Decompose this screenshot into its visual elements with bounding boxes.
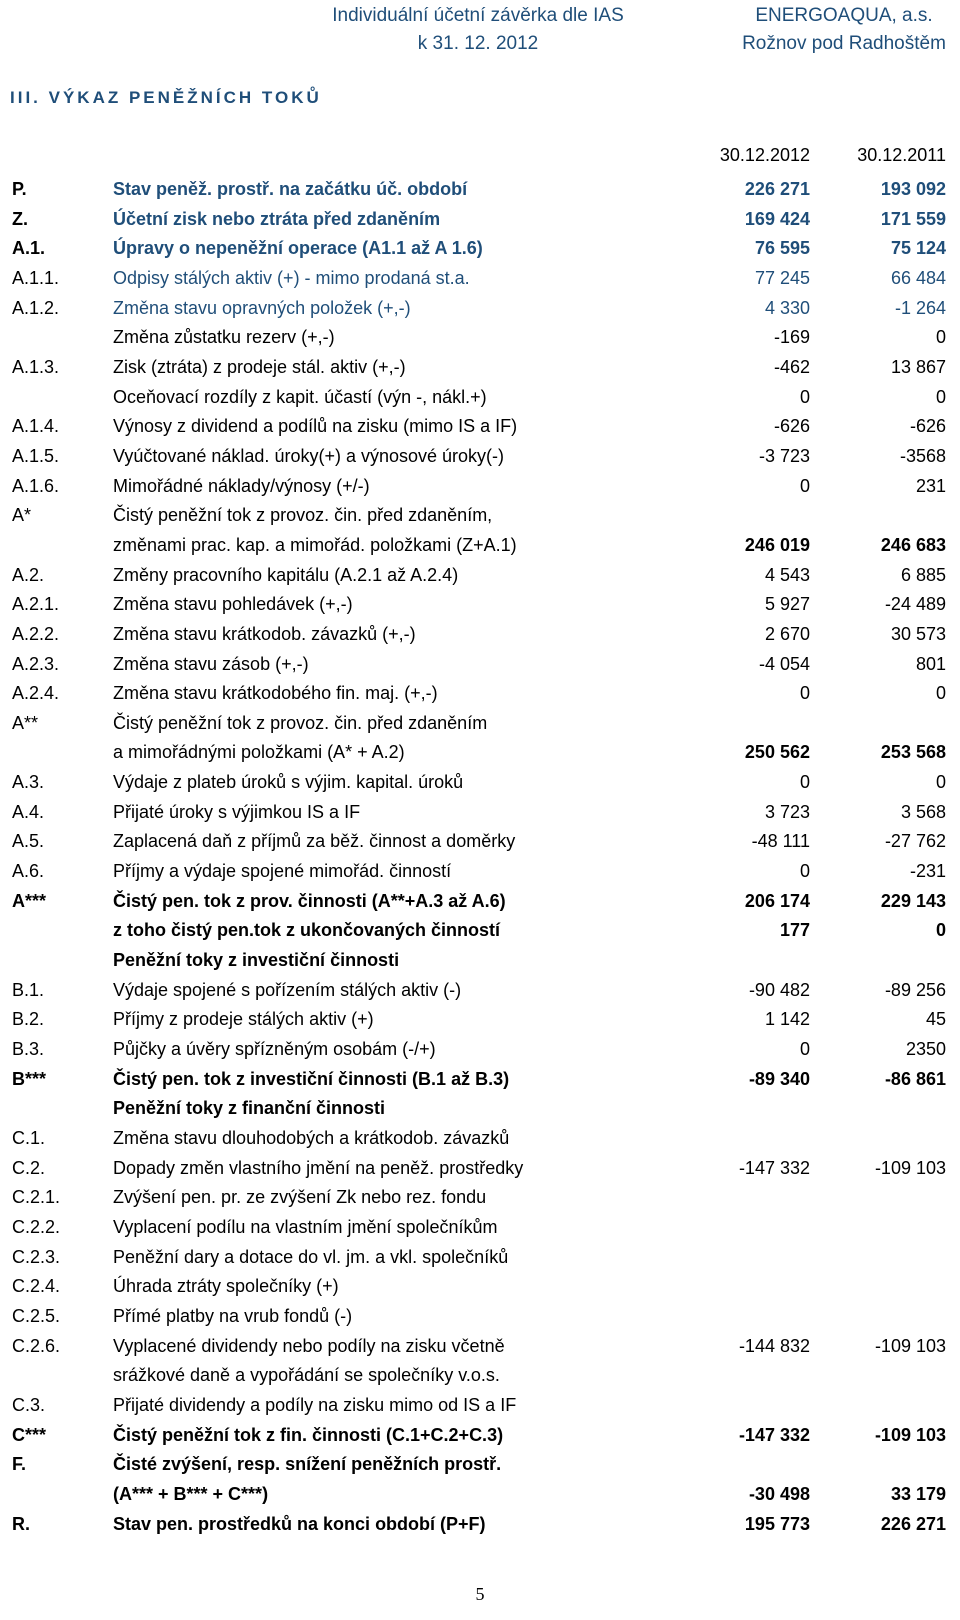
row-label: Stav pen. prostředků na konci období (P+F) [113, 1513, 486, 1534]
row-code: C*** [12, 1424, 47, 1445]
table-row [0, 709, 960, 739]
value-2012: -89 340 [748, 1068, 810, 1089]
value-2012: -48 111 [751, 831, 810, 852]
table-row [0, 1391, 960, 1421]
value-2012: 177 [779, 920, 810, 941]
table-row [0, 1332, 960, 1362]
value-2012: 77 245 [754, 267, 810, 288]
value-2011: -626 [909, 416, 946, 437]
row-label: Úhrada ztráty společníky (+) [113, 1276, 339, 1297]
row-label: Úpravy o nepeněžní operace (A1.1 až A 1.6) [113, 238, 483, 259]
value-2012: 250 562 [744, 742, 810, 763]
row-label: Peněžní toky z investiční činnosti [113, 950, 400, 971]
value-2012: 246 019 [744, 534, 810, 555]
value-2011: 2350 [905, 1039, 946, 1060]
row-label: Půjčky a úvěry spřízněným osobám (-/+) [113, 1039, 436, 1060]
row-code: A.1.5. [12, 445, 60, 466]
value-2011: 0 [935, 683, 946, 704]
value-2011: -24 489 [884, 594, 946, 615]
row-label: Přijaté úroky s výjimkou IS a IF [113, 801, 361, 822]
row-code: A.5. [12, 831, 45, 852]
value-2012: 0 [799, 1039, 810, 1060]
value-2012: 226 271 [744, 179, 810, 199]
value-2011: 45 [925, 1009, 946, 1030]
table-row [0, 323, 960, 353]
value-2011: 0 [935, 386, 946, 407]
value-2012: 206 174 [744, 890, 810, 911]
row-code: B.3. [12, 1039, 45, 1060]
value-2011: 75 124 [890, 238, 946, 259]
table-row [0, 620, 960, 650]
value-2011: 231 [915, 475, 946, 496]
row-label: Změna stavu zásob (+,-) [113, 653, 309, 674]
table-row [0, 383, 960, 413]
row-label: Stav peněž. prostř. na začátku úč. období [113, 179, 468, 199]
value-2012: -147 332 [738, 1157, 810, 1178]
value-2011: 3 568 [900, 801, 946, 822]
row-label: Vyplacené dividendy nebo podíly na zisku včetně [113, 1335, 505, 1356]
row-label: Čistý peněžní tok z fin. činnosti (C.1+C.2+C.3) [113, 1424, 504, 1445]
value-2011: -89 256 [884, 979, 946, 1000]
row-label: Zvýšení pen. pr. ze zvýšení Zk nebo rez. fondu [113, 1187, 487, 1208]
row-label: Vyplacení podílu na vlastním jmění společníkům [113, 1216, 498, 1237]
row-label: srážkové daně a vypořádání se společníky v.o.s. [113, 1365, 500, 1386]
row-label: Změna stavu krátkodob. závazků (+,-) [113, 623, 416, 644]
value-2011: -1 264 [894, 297, 946, 318]
row-code: C.1. [12, 1128, 46, 1148]
table-row [0, 768, 960, 798]
page-number: 5 [475, 1584, 485, 1604]
value-2011: 33 179 [890, 1483, 946, 1504]
row-code: A*** [12, 890, 47, 911]
header-date: k 31. 12. 2012 [417, 33, 539, 54]
value-2011: 193 092 [880, 179, 946, 199]
value-2012: 4 330 [764, 297, 810, 318]
table-row [0, 1035, 960, 1065]
row-label: Oceňovací rozdíly z kapit. účastí (výn -, nákl.+) [113, 386, 487, 407]
table-row [0, 1124, 960, 1154]
value-2011: -231 [909, 861, 946, 882]
row-code: C.2.3. [12, 1246, 61, 1267]
row-label: Čistý peněžní tok z provoz. čin. před zdaněním [113, 712, 488, 733]
company-name: ENERGOAQUA, a.s. [755, 5, 933, 26]
value-2012: 3 723 [764, 801, 810, 822]
value-2012: 4 543 [764, 564, 810, 585]
value-2011: -109 103 [874, 1335, 946, 1356]
value-2011: 226 271 [880, 1513, 946, 1534]
row-label: Příjmy z prodeje stálých aktiv (+) [113, 1009, 374, 1030]
table-row [0, 353, 960, 383]
row-code: A.2.1. [12, 594, 60, 615]
table-row [0, 1510, 960, 1540]
value-2011: 30 573 [890, 623, 946, 644]
table-row [0, 738, 960, 768]
value-2011: 66 484 [890, 267, 946, 288]
value-2012: 0 [799, 683, 810, 704]
table-row [0, 976, 960, 1006]
value-2012: 0 [799, 475, 810, 496]
value-2011: 253 568 [880, 742, 946, 763]
row-label: Vyúčtované náklad. úroky(+) a výnosové úroky(-) [113, 445, 505, 466]
row-label: z toho čistý pen.tok z ukončovaných činností [113, 920, 501, 941]
row-label: Výnosy z dividend a podílů na zisku (mimo IS a IF) [113, 416, 518, 437]
column-headers [0, 145, 960, 173]
row-code: C.2.4. [12, 1276, 61, 1297]
row-code: A.2.2. [12, 623, 60, 644]
section-title: III. VÝKAZ PENĚŽNÍCH TOKŮ [10, 88, 322, 107]
value-2011: 13 867 [890, 356, 946, 377]
row-code: A.3. [12, 772, 45, 793]
row-code: A.2.3. [12, 653, 60, 674]
row-label: a mimořádnými položkami (A* + A.2) [113, 742, 405, 763]
value-2011: 6 885 [900, 564, 946, 585]
row-code: B.1. [12, 979, 45, 1000]
row-code: A.1. [12, 238, 46, 259]
value-2012: -169 [773, 327, 810, 348]
row-code: A* [12, 505, 32, 526]
row-label: Příjmy a výdaje spojené mimořád. činností [113, 861, 452, 882]
value-2012: 0 [799, 861, 810, 882]
row-code: C.3. [12, 1394, 46, 1415]
row-label: Odpisy stálých aktiv (+) - mimo prodaná st.a. [113, 267, 470, 288]
value-2011: 246 683 [880, 534, 946, 555]
row-label: (A*** + B*** + C***) [113, 1483, 269, 1504]
row-code: A.1.4. [12, 416, 60, 437]
row-code: A.2. [12, 564, 45, 585]
value-2012: -462 [773, 356, 810, 377]
value-2012: 0 [799, 772, 810, 793]
value-2011: -86 861 [884, 1068, 946, 1089]
table-row [0, 946, 960, 976]
row-label: Změny pracovního kapitálu (A.2.1 až A.2.4) [113, 564, 459, 585]
row-label: Výdaje spojené s pořízením stálých aktiv (-) [113, 979, 462, 1000]
table-row [0, 412, 960, 442]
row-code: F. [12, 1454, 27, 1475]
table-row [0, 501, 960, 531]
row-code: A** [12, 712, 39, 733]
table-row [0, 650, 960, 680]
row-label: Peněžní toky z finanční činnosti [113, 1098, 386, 1119]
table-row [0, 1302, 960, 1332]
value-2011: 229 143 [880, 890, 946, 911]
row-code: C.2.2. [12, 1216, 61, 1237]
row-label: Změna stavu dlouhodobých a krátkodob. závazků [113, 1128, 510, 1148]
table-row [0, 590, 960, 620]
column-header-2012: 30.12.2012 [719, 145, 810, 165]
row-code: B.2. [12, 1009, 45, 1030]
value-2011: -109 103 [874, 1424, 946, 1445]
row-code: A.1.2. [12, 297, 60, 318]
value-2012: -626 [773, 416, 810, 437]
value-2011: -3568 [899, 445, 946, 466]
table-row [0, 1480, 960, 1510]
cash-flow-table [0, 175, 960, 1539]
value-2012: 2 670 [764, 623, 810, 644]
row-code: Z. [12, 208, 28, 229]
row-code: C.2.1. [12, 1187, 61, 1208]
table-row [0, 1450, 960, 1480]
value-2012: 0 [799, 386, 810, 407]
value-2012: 5 927 [764, 594, 810, 615]
table-row [0, 1421, 960, 1451]
table-row [0, 1005, 960, 1035]
value-2012: -90 482 [748, 979, 810, 1000]
table-row [0, 1361, 960, 1391]
table-row [0, 827, 960, 857]
row-label: Čistý pen. tok z prov. činnosti (A**+A.3 až A.6) [113, 890, 506, 911]
table-row [0, 205, 960, 235]
table-row [0, 472, 960, 502]
value-2011: 0 [935, 327, 946, 348]
value-2012: 169 424 [744, 208, 810, 229]
value-2012: 1 142 [764, 1009, 810, 1030]
company-location: Rožnov pod Radhoštěm [742, 33, 946, 54]
row-label: změnami prac. kap. a mimořád. položkami (Z+A.1) [113, 534, 517, 555]
row-code: A.1.3. [12, 356, 60, 377]
value-2012: -4 054 [758, 653, 810, 674]
value-2012: -30 498 [748, 1483, 810, 1504]
row-label: Změna stavu krátkodobého fin. maj. (+,-) [113, 683, 438, 704]
table-row [0, 1272, 960, 1302]
row-code: C.2.5. [12, 1305, 61, 1326]
row-label: Čisté zvýšení, resp. snížení peněžních prostř. [113, 1454, 502, 1475]
value-2012: -144 832 [738, 1335, 810, 1356]
report-header-right [730, 2, 958, 58]
row-label: Přijaté dividendy a podíly na zisku mimo od IS a IF [113, 1394, 517, 1415]
header-title: Individuální účetní závěrka dle IAS [332, 5, 624, 26]
table-row [0, 531, 960, 561]
table-row [0, 294, 960, 324]
value-2011: 0 [935, 772, 946, 793]
value-2011: -109 103 [874, 1157, 946, 1178]
row-code: A.1.1. [12, 267, 60, 288]
value-2011: 0 [935, 920, 946, 941]
row-label: Čistý peněžní tok z provoz. čin. před zdaněním, [113, 505, 493, 526]
row-code: B*** [12, 1068, 47, 1089]
table-row [0, 916, 960, 946]
row-label: Účetní zisk nebo ztráta před zdaněním [113, 208, 441, 229]
row-code: A.4. [12, 801, 45, 822]
row-label: Změna stavu pohledávek (+,-) [113, 594, 353, 615]
value-2012: -147 332 [738, 1424, 810, 1445]
table-row [0, 1243, 960, 1273]
table-row [0, 887, 960, 917]
table-row [0, 1065, 960, 1095]
row-code: R. [12, 1513, 30, 1534]
row-label: Výdaje z plateb úroků s výjim. kapital. úroků [113, 772, 464, 793]
table-row [0, 264, 960, 294]
row-label: Mimořádné náklady/výnosy (+/-) [113, 475, 370, 496]
row-code: A.1.6. [12, 475, 60, 496]
table-row [0, 175, 960, 205]
table-row [0, 1213, 960, 1243]
row-code: A.2.4. [12, 683, 60, 704]
table-row [0, 1094, 960, 1124]
row-label: Přímé platby na vrub fondů (-) [113, 1305, 353, 1326]
row-code: A.6. [12, 861, 45, 882]
value-2012: 195 773 [744, 1513, 810, 1534]
row-label: Čistý pen. tok z investiční činnosti (B.1 až B.3) [113, 1068, 510, 1089]
table-row [0, 1154, 960, 1184]
row-label: Dopady změn vlastního jmění na peněž. prostředky [113, 1157, 524, 1178]
row-code: C.2.6. [12, 1335, 61, 1356]
row-label: Zaplacená daň z příjmů za běž. činnost a doměrky [113, 831, 516, 852]
table-row [0, 857, 960, 887]
row-code: C.2. [12, 1157, 46, 1178]
row-label: Změna stavu opravných položek (+,-) [113, 297, 411, 318]
table-row [0, 442, 960, 472]
value-2011: 801 [915, 653, 946, 674]
column-header-2011: 30.12.2011 [857, 145, 946, 165]
table-row [0, 561, 960, 591]
row-label: Změna zůstatku rezerv (+,-) [113, 327, 335, 348]
table-row [0, 679, 960, 709]
value-2011: 171 559 [880, 208, 946, 229]
table-row [0, 234, 960, 264]
report-header-left [318, 2, 638, 58]
value-2012: 76 595 [754, 238, 810, 259]
row-label: Zisk (ztráta) z prodeje stál. aktiv (+,-) [113, 356, 406, 377]
table-row [0, 1183, 960, 1213]
value-2012: -3 723 [758, 445, 810, 466]
table-row [0, 798, 960, 828]
row-code: P. [12, 179, 27, 199]
value-2011: -27 762 [884, 831, 946, 852]
row-label: Peněžní dary a dotace do vl. jm. a vkl. společníků [113, 1246, 509, 1267]
